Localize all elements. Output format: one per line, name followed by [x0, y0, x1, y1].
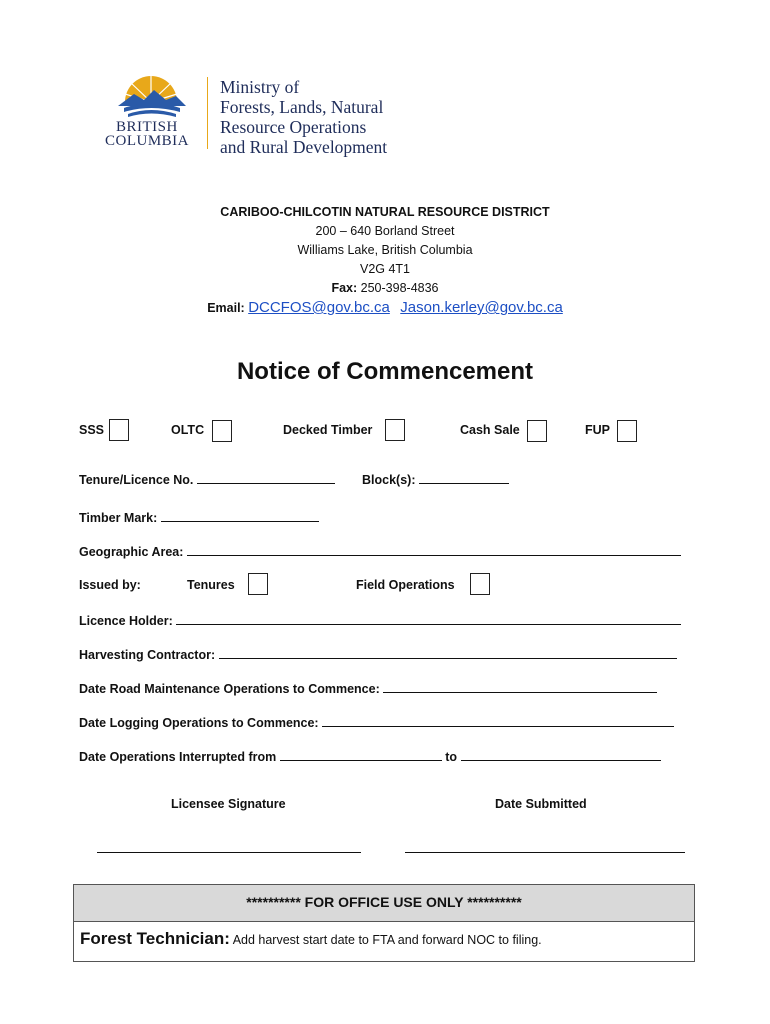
logging-operations-label: Date Logging Operations to Commence: [79, 716, 319, 730]
checkbox-decked-timber[interactable] [385, 419, 405, 441]
blocks-label: Block(s): [362, 473, 416, 487]
forest-technician-row [80, 929, 542, 949]
geographic-area-label: Geographic Area: [79, 545, 184, 559]
tenure-input-line[interactable] [197, 472, 335, 484]
harvesting-contractor-input-line[interactable] [219, 647, 677, 659]
checkbox-fup[interactable] [617, 420, 637, 442]
logo-divider [207, 77, 208, 149]
fax-number: 250-398-4836 [360, 281, 439, 295]
forest-technician-instructions: Add harvest start date to FTA and forward NOC to filing. [232, 933, 542, 947]
address-line2: Williams Lake, British Columbia [297, 243, 473, 257]
timber-mark-input-line[interactable] [161, 510, 319, 522]
bc-wordmark-line1: BRITISH [116, 119, 178, 135]
timber-mark-field [79, 510, 319, 525]
road-maintenance-input-line[interactable] [383, 681, 657, 693]
interrupted-label: Date Operations Interrupted from [79, 750, 277, 764]
ministry-line: Forests, Lands, Natural [220, 97, 384, 117]
type-label-oltc: OLTC [171, 423, 205, 437]
email-label: Email: [207, 301, 245, 315]
address-line1: 200 – 640 Borland Street [315, 224, 455, 238]
postal-code: V2G 4T1 [359, 262, 411, 276]
interrupted-to-input-line[interactable] [461, 749, 661, 761]
checkbox-field-operations[interactable] [470, 573, 490, 595]
issued-by-label: Issued by: [79, 578, 141, 592]
geographic-area-input-line[interactable] [187, 544, 681, 556]
email-link-kerley[interactable]: Jason.kerley@gov.bc.ca [400, 299, 563, 316]
bc-logo-icon [108, 72, 194, 126]
geographic-area-field [79, 544, 681, 559]
checkbox-sss[interactable] [109, 419, 129, 441]
type-label-decked-timber: Decked Timber [283, 423, 373, 437]
harvesting-contractor-field [79, 647, 677, 662]
district-name: CARIBOO-CHILCOTIN NATURAL RESOURCE DISTRICT [220, 205, 550, 219]
fax-line [0, 279, 770, 298]
checkbox-cash-sale[interactable] [527, 420, 547, 442]
office-use-box [73, 884, 695, 962]
blocks-field [362, 472, 509, 487]
form-title: Notice of Commencement [236, 358, 534, 385]
type-label-fup: FUP [585, 423, 610, 437]
fax-label: Fax: [331, 281, 358, 295]
road-maintenance-field [79, 681, 657, 696]
to-label: to [445, 750, 458, 764]
blocks-input-line[interactable] [419, 472, 509, 484]
interrupted-field [79, 749, 661, 764]
tenure-label: Tenure/Licence No. [79, 473, 194, 487]
tenures-label: Tenures [187, 578, 235, 592]
licence-holder-field [79, 613, 681, 628]
logging-operations-field [79, 715, 674, 730]
email-link-dccfos[interactable]: DCCFOS@gov.bc.ca [248, 299, 390, 316]
type-label-sss: SSS [79, 423, 105, 437]
email-line [0, 298, 770, 318]
bc-wordmark-line2: COLUMBIA [105, 133, 190, 149]
harvesting-contractor-label: Harvesting Contractor: [79, 648, 216, 662]
interrupted-from-input-line[interactable] [280, 749, 442, 761]
licence-holder-label: Licence Holder: [79, 614, 173, 628]
forest-technician-label: Forest Technician: [80, 929, 230, 948]
field-operations-label: Field Operations [356, 578, 455, 592]
road-maintenance-label: Date Road Maintenance Operations to Commence: [79, 682, 380, 696]
ministry-name [220, 77, 387, 157]
checkbox-tenures[interactable] [248, 573, 268, 595]
tenure-field [79, 472, 335, 487]
checkbox-oltc[interactable] [212, 420, 232, 442]
licence-holder-input-line[interactable] [176, 613, 681, 625]
office-use-header: ********** FOR OFFICE USE ONLY ********** [74, 885, 694, 922]
logging-operations-input-line[interactable] [322, 715, 674, 727]
type-label-cash-sale: Cash Sale [460, 423, 520, 437]
date-submitted-line[interactable] [405, 852, 685, 853]
ministry-line: and Rural Development [220, 137, 388, 157]
signature-line[interactable] [97, 852, 361, 853]
timber-mark-label: Timber Mark: [79, 511, 158, 525]
ministry-line: Resource Operations [220, 117, 367, 137]
licensee-signature-label: Licensee Signature [171, 797, 286, 811]
ministry-line: Ministry of [220, 77, 300, 97]
date-submitted-label: Date Submitted [495, 797, 587, 811]
